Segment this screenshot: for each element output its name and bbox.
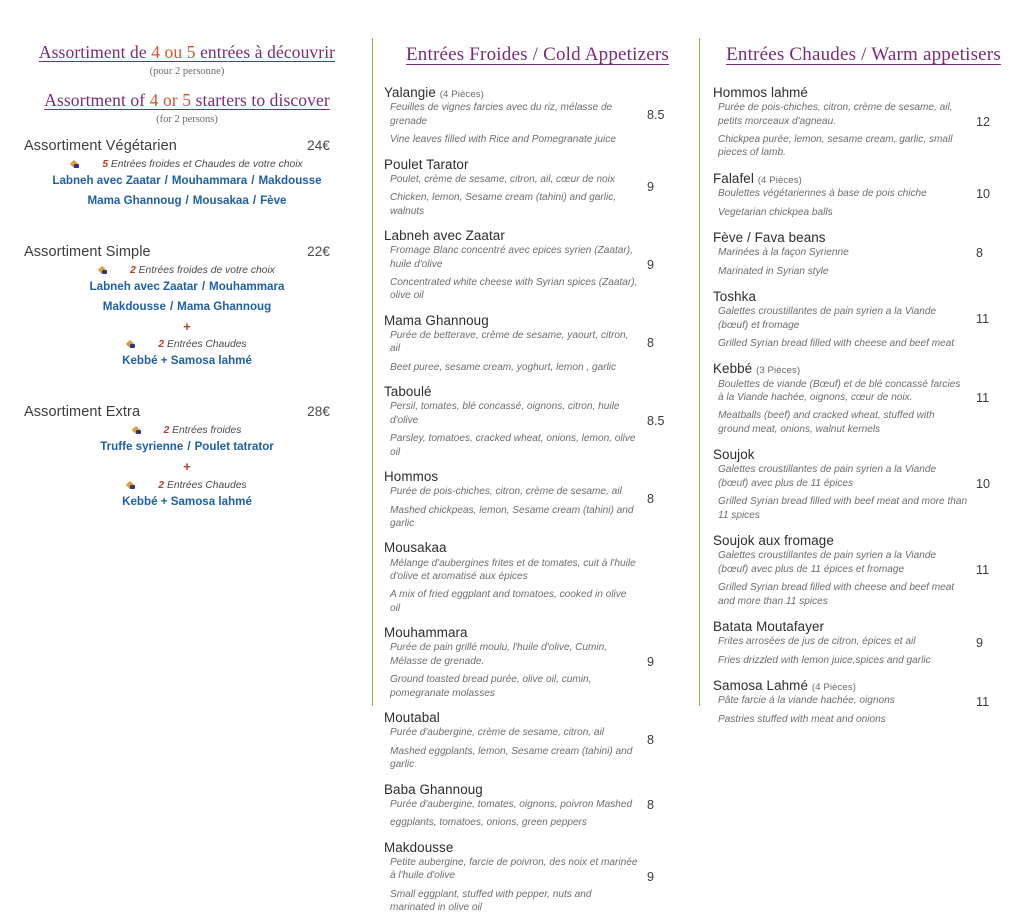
assortment-price: 22€ [307, 243, 330, 259]
assortment-note [24, 265, 350, 276]
assortment-note-quantity: 2 [163, 425, 170, 437]
assortment-choice: Makdousse [258, 173, 322, 187]
assortment-choice: Kebbé + Samosa lahmé [122, 494, 252, 508]
menu-item [713, 288, 1014, 350]
headline-fr-part-b: entrées à découvrir [195, 42, 336, 62]
cold-appetizers-title: Entrées Froides / Cold Appetizers [405, 44, 670, 65]
menu-item-price: 9 [647, 869, 655, 884]
assortment-note [24, 159, 350, 170]
assortment-note [24, 425, 350, 436]
menu-item-body [384, 709, 639, 771]
menu-item-price: 11 [976, 391, 990, 406]
warm-appetizers-list [713, 84, 1014, 726]
menu-item-price: 8.5 [647, 414, 665, 429]
menu-item-description-en: Pastries stuffed with meat and onions [718, 713, 886, 725]
headline-en-subtitle: (for 2 persons) [156, 113, 218, 125]
menu-item-description-en: Fries drizzled with lemon juice,spices and garlic [718, 654, 931, 666]
choice-separator: / [164, 173, 168, 187]
assortment-choice-row [24, 298, 350, 316]
menu-item-price: 8 [647, 733, 655, 748]
menu-item-description-en: Beet puree, sesame cream, yoghurt, lemon , garlic [390, 361, 617, 373]
assortment-choice: Mama Ghannoug [87, 193, 182, 207]
menu-item-name [713, 532, 968, 549]
menu-item-name [384, 468, 639, 485]
menu-item-name-text: Kebbé [713, 361, 753, 377]
menu-item-description-fr: Fromage Blanc concentré avec epices syrien (Zaatar), huile d'olive [390, 245, 633, 270]
menu-item-price: 11 [976, 312, 990, 327]
menu-item-description-fr: Petite aubergine, farcie de poivron, des noix et marinée à l'huile d'olive [390, 856, 638, 882]
menu-item-body [713, 618, 968, 667]
menu-item-name [713, 229, 968, 246]
assortment-choice: Poulet tatrator [194, 440, 274, 454]
diamond-bullet-icon [71, 160, 80, 169]
menu-item-name [713, 618, 968, 635]
menu-item-name [384, 383, 639, 400]
menu-item-name [713, 360, 968, 377]
plus-separator: + [183, 318, 191, 334]
menu-item-name-text: Batata Moutafayer [713, 619, 825, 635]
assortment-choice: Fève [260, 193, 287, 207]
menu-item-name [384, 624, 639, 641]
assortment-block [24, 244, 350, 371]
menu-item-description-fr: Galettes croustillantes de pain syrien a la Viande (bœuf) avec plus de 11 épices [718, 464, 937, 489]
plus-separator: + [183, 459, 191, 475]
menu-item-price: 11 [976, 563, 990, 578]
menu-item-body [384, 383, 639, 459]
column-divider-right [699, 38, 700, 706]
menu-item-quantity: (4 Pièces) [811, 682, 857, 694]
menu-item-name-text: Taboulé [384, 384, 432, 400]
menu-item-name [713, 170, 968, 187]
menu-item-price: 9 [647, 257, 655, 272]
menu-item [713, 618, 1014, 667]
menu-item-price: 8.5 [647, 108, 665, 123]
menu-item-quantity: (4 Pièces) [757, 174, 802, 186]
menu-item-price: 9 [647, 179, 655, 194]
menu-item-body [384, 839, 639, 914]
menu-item-name [384, 227, 639, 244]
assortment-choice-row [24, 438, 350, 456]
assortment-block [24, 404, 350, 511]
menu-item-name-text: Falafel [713, 170, 754, 186]
menu-item-name [713, 84, 968, 101]
menu-item-description-fr: Galettes croustillantes de pain syrien a la Viande (bœuf) avec plus de 11 épices et fromage [718, 550, 937, 575]
menu-item-name-text: Mama Ghannoug [384, 312, 489, 328]
menu-item-name-text: Hommos [384, 469, 439, 485]
menu-item [384, 383, 691, 459]
headline-fr-part-a: Assortiment de [38, 42, 152, 62]
menu-item-body [713, 288, 968, 350]
menu-item [384, 624, 691, 700]
menu-item-body [713, 446, 968, 522]
assortment-header [24, 404, 350, 420]
menu-item-description-en: Marinated in Syrian style [718, 265, 829, 277]
assortment-note [24, 339, 350, 350]
assortment-note-quantity: 2 [130, 264, 136, 276]
diamond-bullet-icon [133, 426, 142, 435]
menu-item-description-en: Small eggplant, stuffed with pepper, nuts and marinated in olive oil [390, 888, 592, 914]
menu-item-description-fr: Frites arrosées de jus de citron, épices et ail [718, 636, 916, 648]
choice-separator: / [201, 279, 206, 293]
warm-appetizers-column [699, 0, 1024, 724]
menu-item-name-text: Moutabal [384, 710, 440, 726]
cold-appetizers-list [384, 84, 691, 914]
menu-item-description-fr: Mélange d'aubergines frites et de tomates, cuit à l'huile d'olive et aromatisé aux épices [390, 557, 636, 583]
menu-item-body [384, 156, 639, 218]
menu-item-description-en: Chickpea purée, lemon, sesame cream, garlic, small pieces of lamb. [718, 134, 953, 159]
menu-item-price: 8 [647, 798, 655, 813]
menu-item [713, 446, 1014, 522]
menu-item-body [384, 781, 639, 830]
menu-item-quantity: (4 Pièces) [439, 89, 484, 100]
headline-fr-count: 4 ou 5 [151, 42, 196, 62]
menu-item-description-fr: Marinées à la façon Syrienne [718, 247, 849, 259]
assortment-choice: Mousakaa [192, 193, 249, 207]
menu-item-description-en: Parsley, tomatoes, cracked wheat, onions, lemon, olive oil [390, 433, 636, 458]
menu-item-name [384, 781, 639, 798]
menu-item-name-text: Labneh avec Zaatar [384, 227, 505, 243]
assortment-choice: Labneh avec Zaatar [52, 173, 161, 187]
assortment-choice: Mouhammara [209, 279, 285, 293]
menu-item-price: 8 [976, 246, 984, 261]
menu-item-name [713, 288, 968, 305]
assortment-choice: Mama Ghannoug [177, 299, 272, 313]
menu-item [384, 227, 691, 303]
cold-appetizers-column [372, 0, 699, 914]
menu-item-body [384, 84, 639, 147]
menu-item-description-fr: Boulettes de viande (Bœuf) et de blé concassé farcies à la Viande hachée, oignons, cœur de noix. [718, 378, 961, 404]
assortment-price: 24€ [307, 137, 330, 153]
menu-item-name [384, 84, 639, 101]
headline-en-part-b: starters to discover [191, 89, 330, 110]
menu-item-name [384, 312, 639, 329]
headline-en-part-a: Assortment of [44, 89, 150, 110]
assortment-choice-row [24, 493, 350, 511]
menu-item [384, 84, 691, 147]
headline-en-count: 4 or 5 [149, 89, 192, 110]
menu-item-body [713, 229, 968, 278]
menu-item-body [384, 539, 639, 615]
assortment-note-text: 2 Entrées Chaudes [158, 339, 247, 351]
menu-item-name-text: Makdousse [384, 839, 454, 855]
menu-item-description-fr: Boulettes végétariennes à base de pois chiche [718, 188, 927, 200]
menu-item-name [384, 839, 639, 856]
menu-item-description-en: Vegetarian chickpea balls [718, 206, 833, 218]
menu-item-name-text: Samosa Lahmé [713, 678, 808, 694]
menu-item-description-fr: Purée de betterave, crème de sesame, yaourt, citron, ail [390, 329, 629, 355]
menu-item-description-fr: Pâte farcie á la viande hachée, oignons [718, 695, 895, 707]
menu-item-body [713, 360, 968, 436]
menu-item-name-text: Toshka [713, 288, 757, 304]
menu-item-price: 12 [976, 114, 991, 129]
assortment-choice-row [24, 172, 350, 190]
menu-item-description-fr: Purée de pois-chiches, citron, crème de sesame, ail [390, 486, 622, 498]
menu-item-description-en: A mix of fried eggplant and tomatoes, cooked in olive oil [390, 589, 627, 614]
menu-item-name [384, 539, 639, 556]
assortment-choice-row [24, 278, 350, 296]
assortment-note-quantity: 2 [158, 479, 165, 491]
menu-item-price: 8 [647, 336, 655, 350]
assortment-note-quantity: 2 [158, 339, 165, 351]
menu-item [384, 709, 691, 771]
menu-item-price: 10 [976, 187, 991, 202]
menu-item-description-en: Mashed chickpeas, lemon, Sesame cream (tahini) and garlic [390, 504, 634, 530]
menu-item-price: 10 [976, 477, 991, 492]
assortment-note-text: 2 Entrées Chaudes [158, 479, 247, 491]
menu-item-description-en: Vine leaves filled with Rice and Pomegranate juice [390, 134, 616, 146]
assortment-choice-row [24, 352, 350, 370]
menu-item-name-text: Mousakaa [384, 540, 447, 556]
menu-item-description-fr: Purée de pois-chiches, citron, crème de sesame, ail, petits morceaux d'agneau. [718, 102, 953, 127]
assortment-choice: Mouhammara [171, 173, 248, 187]
choice-separator: / [185, 193, 189, 207]
menu-item-description-fr: Feuilles de vignes farcies avec du riz, mélasse de grenade [390, 102, 613, 127]
menu-item-name-text: Soujok aux fromage [713, 533, 834, 549]
menu-item-description-en: eggplants, tomatoes, onions, green peppers [390, 817, 587, 829]
menu-item-description-en: Grilled Syrian bread filled with cheese and beef meat [718, 337, 955, 349]
menu-item-name-text: Baba Ghannoug [384, 781, 483, 797]
menu-item-description-en: Chicken, lemon, Sesame cream (tahini) and garlic, walnuts [390, 192, 617, 217]
assortments-headline-en [24, 90, 350, 112]
menu-item-description-fr: Purée d'aubergine, tomates, oignons, poivron Mashed [390, 798, 633, 810]
menu-item-body [713, 677, 968, 726]
diamond-bullet-icon [127, 481, 136, 490]
diamond-bullet-icon [99, 266, 108, 275]
assortment-name: Assortiment Extra [24, 404, 141, 421]
menu-item-price: 11 [976, 694, 990, 709]
menu-item [713, 170, 1014, 219]
menu-item-description-fr: Purée d'aubergine, crème de sesame, citron, ail [390, 727, 605, 739]
menu-item-price: 9 [647, 655, 655, 670]
assortment-choice: Truffe syrienne [100, 440, 184, 454]
assortment-note-text: 5 Entrées froides et Chaudes de votre choix [102, 158, 303, 170]
menu-item-description-fr: Galettes croustillantes de pain syrien a la Viande (bœuf) et fromage [718, 306, 937, 331]
warm-appetizers-title: Entrées Chaudes / Warm appetisers [726, 44, 1001, 65]
assortment-choice: Labneh avec Zaatar [89, 279, 198, 293]
menu-item [384, 839, 691, 914]
menu-item-price: 8 [647, 492, 655, 507]
choice-separator: / [251, 173, 255, 187]
menu-item [384, 156, 691, 218]
menu-item-description-en: Ground toasted bread purée, olive oil, cumin, pomegranate molasses [390, 674, 592, 699]
column-divider-left [372, 38, 373, 706]
menu-item-description-en: Grilled Syrian bread filled with cheese and beef meat and more than 11 spices [718, 582, 955, 607]
menu-item-description-fr: Persil, tomates, blé concassé, oignons, citron, huile d'olive [390, 401, 620, 426]
menu-item-body [384, 468, 639, 530]
assortments-headline-fr [24, 42, 350, 64]
menu-item-description-fr: Purée de pain grillé moulu, l'huile d'olive, Cumin, Mélasse de grenade. [390, 642, 608, 667]
menu-item [713, 84, 1014, 160]
assortments-column [0, 0, 372, 724]
menu-item-name [713, 677, 968, 694]
diamond-bullet-icon [127, 340, 136, 349]
assortment-note [24, 480, 350, 491]
menu-item [384, 539, 691, 615]
menu-item [384, 468, 691, 530]
headline-fr-subtitle: (pour 2 personne) [149, 65, 225, 77]
menu-item [713, 532, 1014, 608]
assortment-note-text: 2 Entrées froides [163, 425, 242, 437]
menu-item [713, 360, 1014, 436]
menu-item [384, 781, 691, 830]
menu-item-description-en: Grilled Syrian bread filled with beef meat and more than 11 spices [718, 496, 968, 521]
assortment-block [24, 138, 350, 210]
menu-item-body [384, 312, 639, 374]
menu-item-body [384, 227, 639, 303]
assortment-price: 28€ [307, 404, 330, 420]
menu-item-body [713, 84, 968, 160]
menu-item-name [384, 156, 639, 173]
menu-item-quantity: (3 Pièces) [756, 365, 801, 377]
menu-item-description-en: Concentrated white cheese with Syrian spices (Zaatar), olive oil [390, 276, 638, 302]
assortment-choice: Kebbé + Samosa lahmé [122, 354, 252, 368]
menu-item-name-text: Mouhammara [384, 625, 468, 641]
menu-item-description-en: Meatballs (beef) and cracked wheat, stuffed with ground meat, onions, walnut kernels [718, 410, 935, 435]
assortment-choice-row [24, 192, 350, 210]
assortment-list [24, 138, 350, 511]
menu-item [384, 312, 691, 374]
choice-separator: / [169, 299, 174, 313]
menu-item-name-text: Soujok [713, 447, 755, 463]
menu-item-description-fr: Poulet, crème de sesame, citron, ail, cœur de noix [390, 173, 615, 185]
menu-item-name-text: Fève / Fava beans [713, 229, 826, 245]
assortment-choice: Makdousse [102, 299, 166, 313]
menu-item [713, 229, 1014, 278]
assortment-note-quantity: 5 [102, 158, 109, 170]
menu-item-description-en: Mashed eggplants, lemon, Sesame cream (tahini) and garlic [390, 745, 633, 771]
menu-item-name [713, 446, 968, 463]
menu-item [713, 677, 1014, 726]
menu-item-name-text: Yalangie [384, 85, 436, 100]
choice-separator: / [187, 440, 191, 454]
assortment-header [24, 138, 350, 154]
assortment-header [24, 244, 350, 260]
menu-item-name-text: Hommos lahmé [713, 85, 808, 100]
menu-item-body [713, 532, 968, 608]
menu-item-body [713, 170, 968, 219]
menu-item-body [384, 624, 639, 700]
assortment-name: Assortiment Simple [24, 243, 151, 260]
assortment-name: Assortiment Végétarien [24, 137, 177, 154]
menu-item-name-text: Poulet Tarator [384, 156, 469, 172]
choice-separator: / [252, 193, 257, 207]
menu-item-price: 9 [976, 635, 984, 650]
assortment-note-text: 2 Entrées froides de votre choix [130, 264, 275, 276]
